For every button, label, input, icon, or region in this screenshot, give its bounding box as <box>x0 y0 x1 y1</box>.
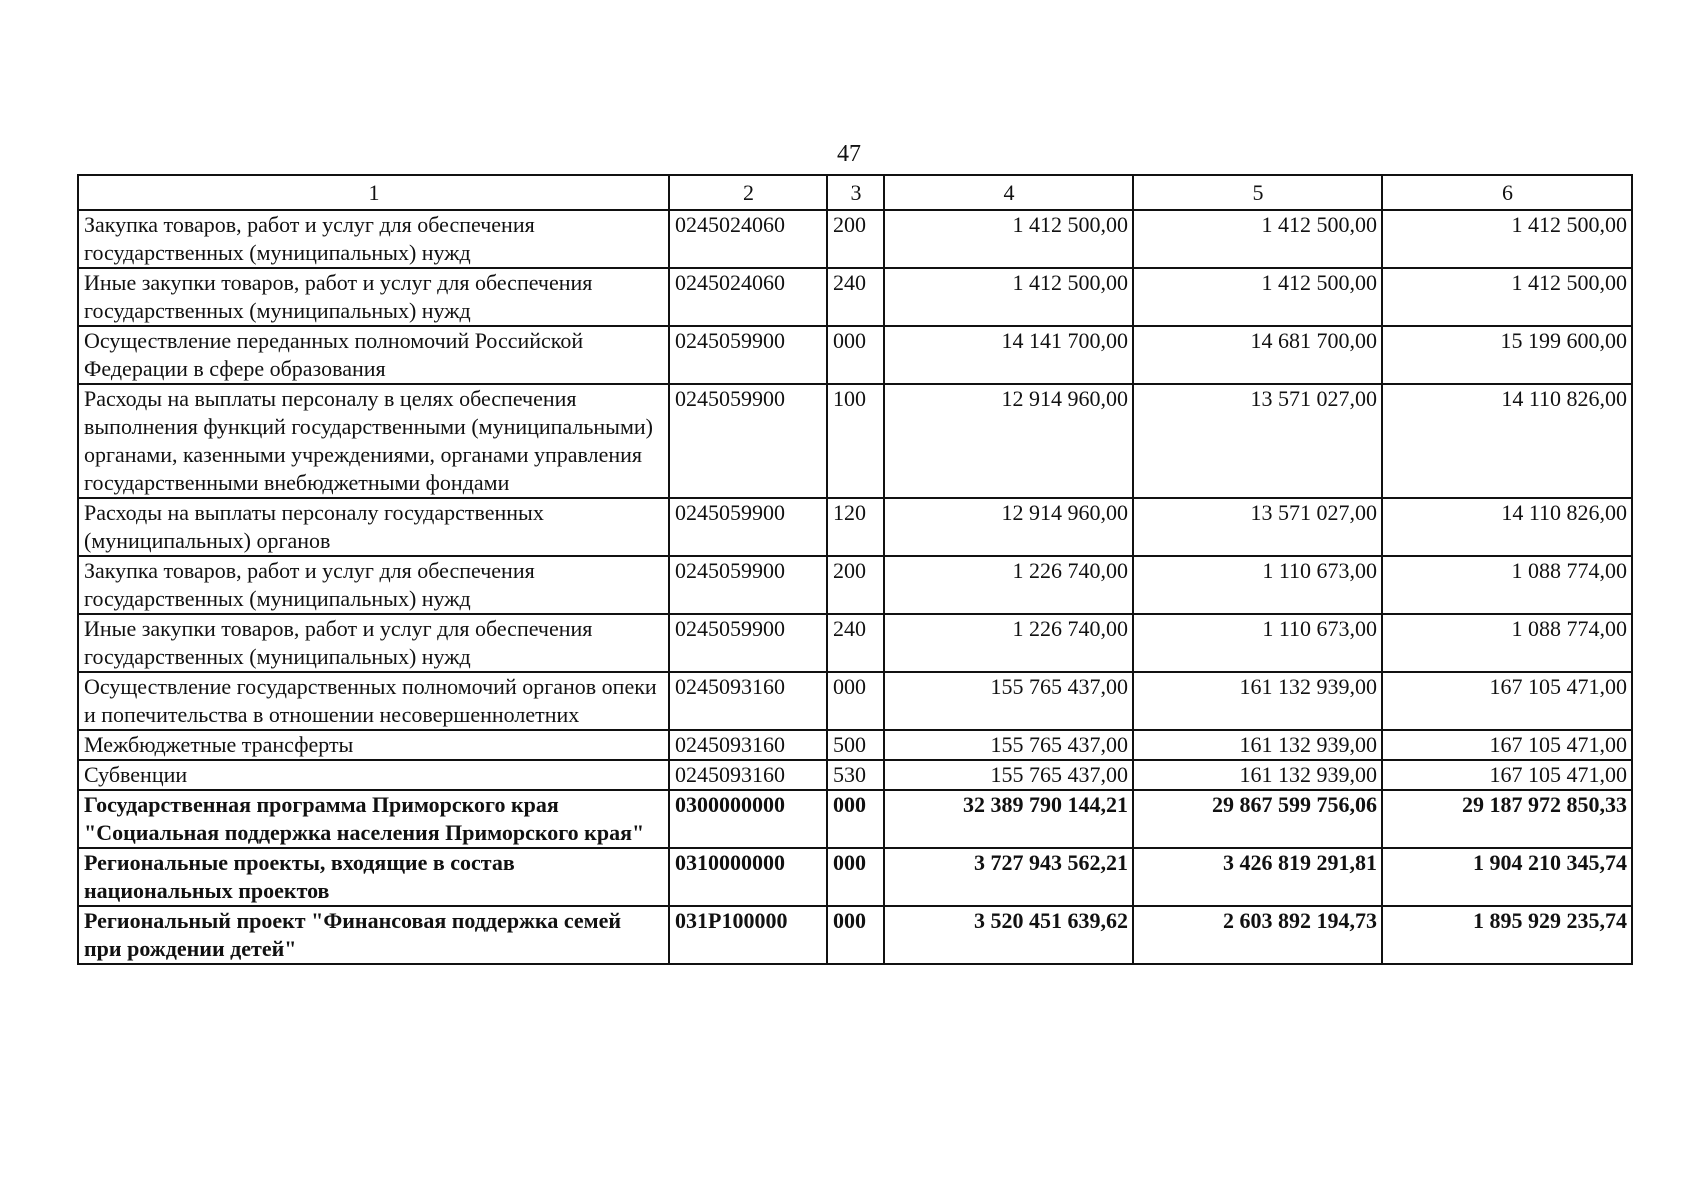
row-expense-type: 500 <box>827 730 884 760</box>
row-amount-col6: 1 895 929 235,74 <box>1382 906 1632 964</box>
row-target-code: 031P100000 <box>669 906 827 964</box>
row-amount-col6: 29 187 972 850,33 <box>1382 790 1632 848</box>
row-target-code: 0310000000 <box>669 848 827 906</box>
row-amount-col5: 13 571 027,00 <box>1133 498 1382 556</box>
column-header: 2 <box>669 175 827 210</box>
row-target-code: 0245059900 <box>669 614 827 672</box>
budget-table <box>77 174 1633 965</box>
table-row <box>78 730 1632 760</box>
row-amount-col6: 1 412 500,00 <box>1382 268 1632 326</box>
row-expense-type: 000 <box>827 906 884 964</box>
row-target-code: 0245059900 <box>669 556 827 614</box>
row-amount-col5: 3 426 819 291,81 <box>1133 848 1382 906</box>
row-expense-type: 000 <box>827 790 884 848</box>
row-expense-type: 000 <box>827 848 884 906</box>
row-amount-col4: 1 412 500,00 <box>884 210 1133 268</box>
table-row <box>78 326 1632 384</box>
row-description: Расходы на выплаты персоналу государственных (муниципальных) органов <box>78 498 669 556</box>
table-row <box>78 614 1632 672</box>
column-header: 4 <box>884 175 1133 210</box>
column-header: 3 <box>827 175 884 210</box>
row-target-code: 0245093160 <box>669 730 827 760</box>
row-target-code: 0245093160 <box>669 760 827 790</box>
row-description: Иные закупки товаров, работ и услуг для обеспечения государственных (муниципальных) нужд <box>78 614 669 672</box>
row-expense-type: 240 <box>827 614 884 672</box>
column-header: 5 <box>1133 175 1382 210</box>
row-amount-col4: 32 389 790 144,21 <box>884 790 1133 848</box>
row-description: Иные закупки товаров, работ и услуг для обеспечения государственных (муниципальных) нужд <box>78 268 669 326</box>
row-description: Государственная программа Приморского края "Социальная поддержка населения Приморского края" <box>78 790 669 848</box>
column-header: 6 <box>1382 175 1632 210</box>
row-amount-col4: 155 765 437,00 <box>884 672 1133 730</box>
row-expense-type: 120 <box>827 498 884 556</box>
table-row <box>78 268 1632 326</box>
row-target-code: 0245093160 <box>669 672 827 730</box>
row-amount-col4: 3 727 943 562,21 <box>884 848 1133 906</box>
row-expense-type: 000 <box>827 672 884 730</box>
page-number: 47 <box>837 141 861 167</box>
row-description: Межбюджетные трансферты <box>78 730 669 760</box>
row-description: Осуществление переданных полномочий Российской Федерации в сфере образования <box>78 326 669 384</box>
row-amount-col5: 1 110 673,00 <box>1133 556 1382 614</box>
row-amount-col4: 1 226 740,00 <box>884 614 1133 672</box>
row-amount-col5: 1 110 673,00 <box>1133 614 1382 672</box>
row-amount-col5: 161 132 939,00 <box>1133 730 1382 760</box>
row-target-code: 0245024060 <box>669 268 827 326</box>
row-amount-col5: 2 603 892 194,73 <box>1133 906 1382 964</box>
row-amount-col4: 1 226 740,00 <box>884 556 1133 614</box>
row-amount-col5: 14 681 700,00 <box>1133 326 1382 384</box>
row-amount-col5: 161 132 939,00 <box>1133 672 1382 730</box>
row-expense-type: 530 <box>827 760 884 790</box>
row-description: Расходы на выплаты персоналу в целях обеспечения выполнения функций государственными (муниципальными) органами, казенными учреждениями, органами управления государственными внебюджетными фондами <box>78 384 669 498</box>
table-row <box>78 672 1632 730</box>
row-amount-col6: 167 105 471,00 <box>1382 730 1632 760</box>
row-amount-col6: 14 110 826,00 <box>1382 384 1632 498</box>
row-amount-col6: 1 904 210 345,74 <box>1382 848 1632 906</box>
row-description: Закупка товаров, работ и услуг для обеспечения государственных (муниципальных) нужд <box>78 556 669 614</box>
row-amount-col6: 15 199 600,00 <box>1382 326 1632 384</box>
row-expense-type: 000 <box>827 326 884 384</box>
row-amount-col5: 1 412 500,00 <box>1133 268 1382 326</box>
row-amount-col6: 1 412 500,00 <box>1382 210 1632 268</box>
row-amount-col6: 14 110 826,00 <box>1382 498 1632 556</box>
table-row <box>78 498 1632 556</box>
row-amount-col4: 3 520 451 639,62 <box>884 906 1133 964</box>
row-description: Осуществление государственных полномочий органов опеки и попечительства в отношении несовершеннолетних <box>78 672 669 730</box>
row-amount-col5: 13 571 027,00 <box>1133 384 1382 498</box>
row-target-code: 0245024060 <box>669 210 827 268</box>
row-expense-type: 100 <box>827 384 884 498</box>
table-row <box>78 906 1632 964</box>
row-expense-type: 240 <box>827 268 884 326</box>
row-amount-col5: 1 412 500,00 <box>1133 210 1382 268</box>
table-row <box>78 556 1632 614</box>
row-amount-col5: 29 867 599 756,06 <box>1133 790 1382 848</box>
row-amount-col6: 1 088 774,00 <box>1382 614 1632 672</box>
row-description: Региональные проекты, входящие в состав национальных проектов <box>78 848 669 906</box>
table-row <box>78 760 1632 790</box>
table-row <box>78 848 1632 906</box>
header-row <box>78 175 1632 210</box>
row-amount-col5: 161 132 939,00 <box>1133 760 1382 790</box>
row-target-code: 0300000000 <box>669 790 827 848</box>
row-amount-col4: 12 914 960,00 <box>884 384 1133 498</box>
row-amount-col6: 167 105 471,00 <box>1382 760 1632 790</box>
table-row <box>78 384 1632 498</box>
row-expense-type: 200 <box>827 556 884 614</box>
row-amount-col4: 12 914 960,00 <box>884 498 1133 556</box>
row-amount-col4: 155 765 437,00 <box>884 730 1133 760</box>
row-amount-col6: 167 105 471,00 <box>1382 672 1632 730</box>
row-target-code: 0245059900 <box>669 498 827 556</box>
row-expense-type: 200 <box>827 210 884 268</box>
row-amount-col4: 14 141 700,00 <box>884 326 1133 384</box>
row-amount-col4: 1 412 500,00 <box>884 268 1133 326</box>
table-row <box>78 210 1632 268</box>
row-amount-col6: 1 088 774,00 <box>1382 556 1632 614</box>
row-description: Субвенции <box>78 760 669 790</box>
column-header: 1 <box>78 175 669 210</box>
row-target-code: 0245059900 <box>669 326 827 384</box>
row-description: Закупка товаров, работ и услуг для обеспечения государственных (муниципальных) нужд <box>78 210 669 268</box>
row-target-code: 0245059900 <box>669 384 827 498</box>
row-description: Региональный проект "Финансовая поддержка семей при рождении детей" <box>78 906 669 964</box>
table-row <box>78 790 1632 848</box>
row-amount-col4: 155 765 437,00 <box>884 760 1133 790</box>
